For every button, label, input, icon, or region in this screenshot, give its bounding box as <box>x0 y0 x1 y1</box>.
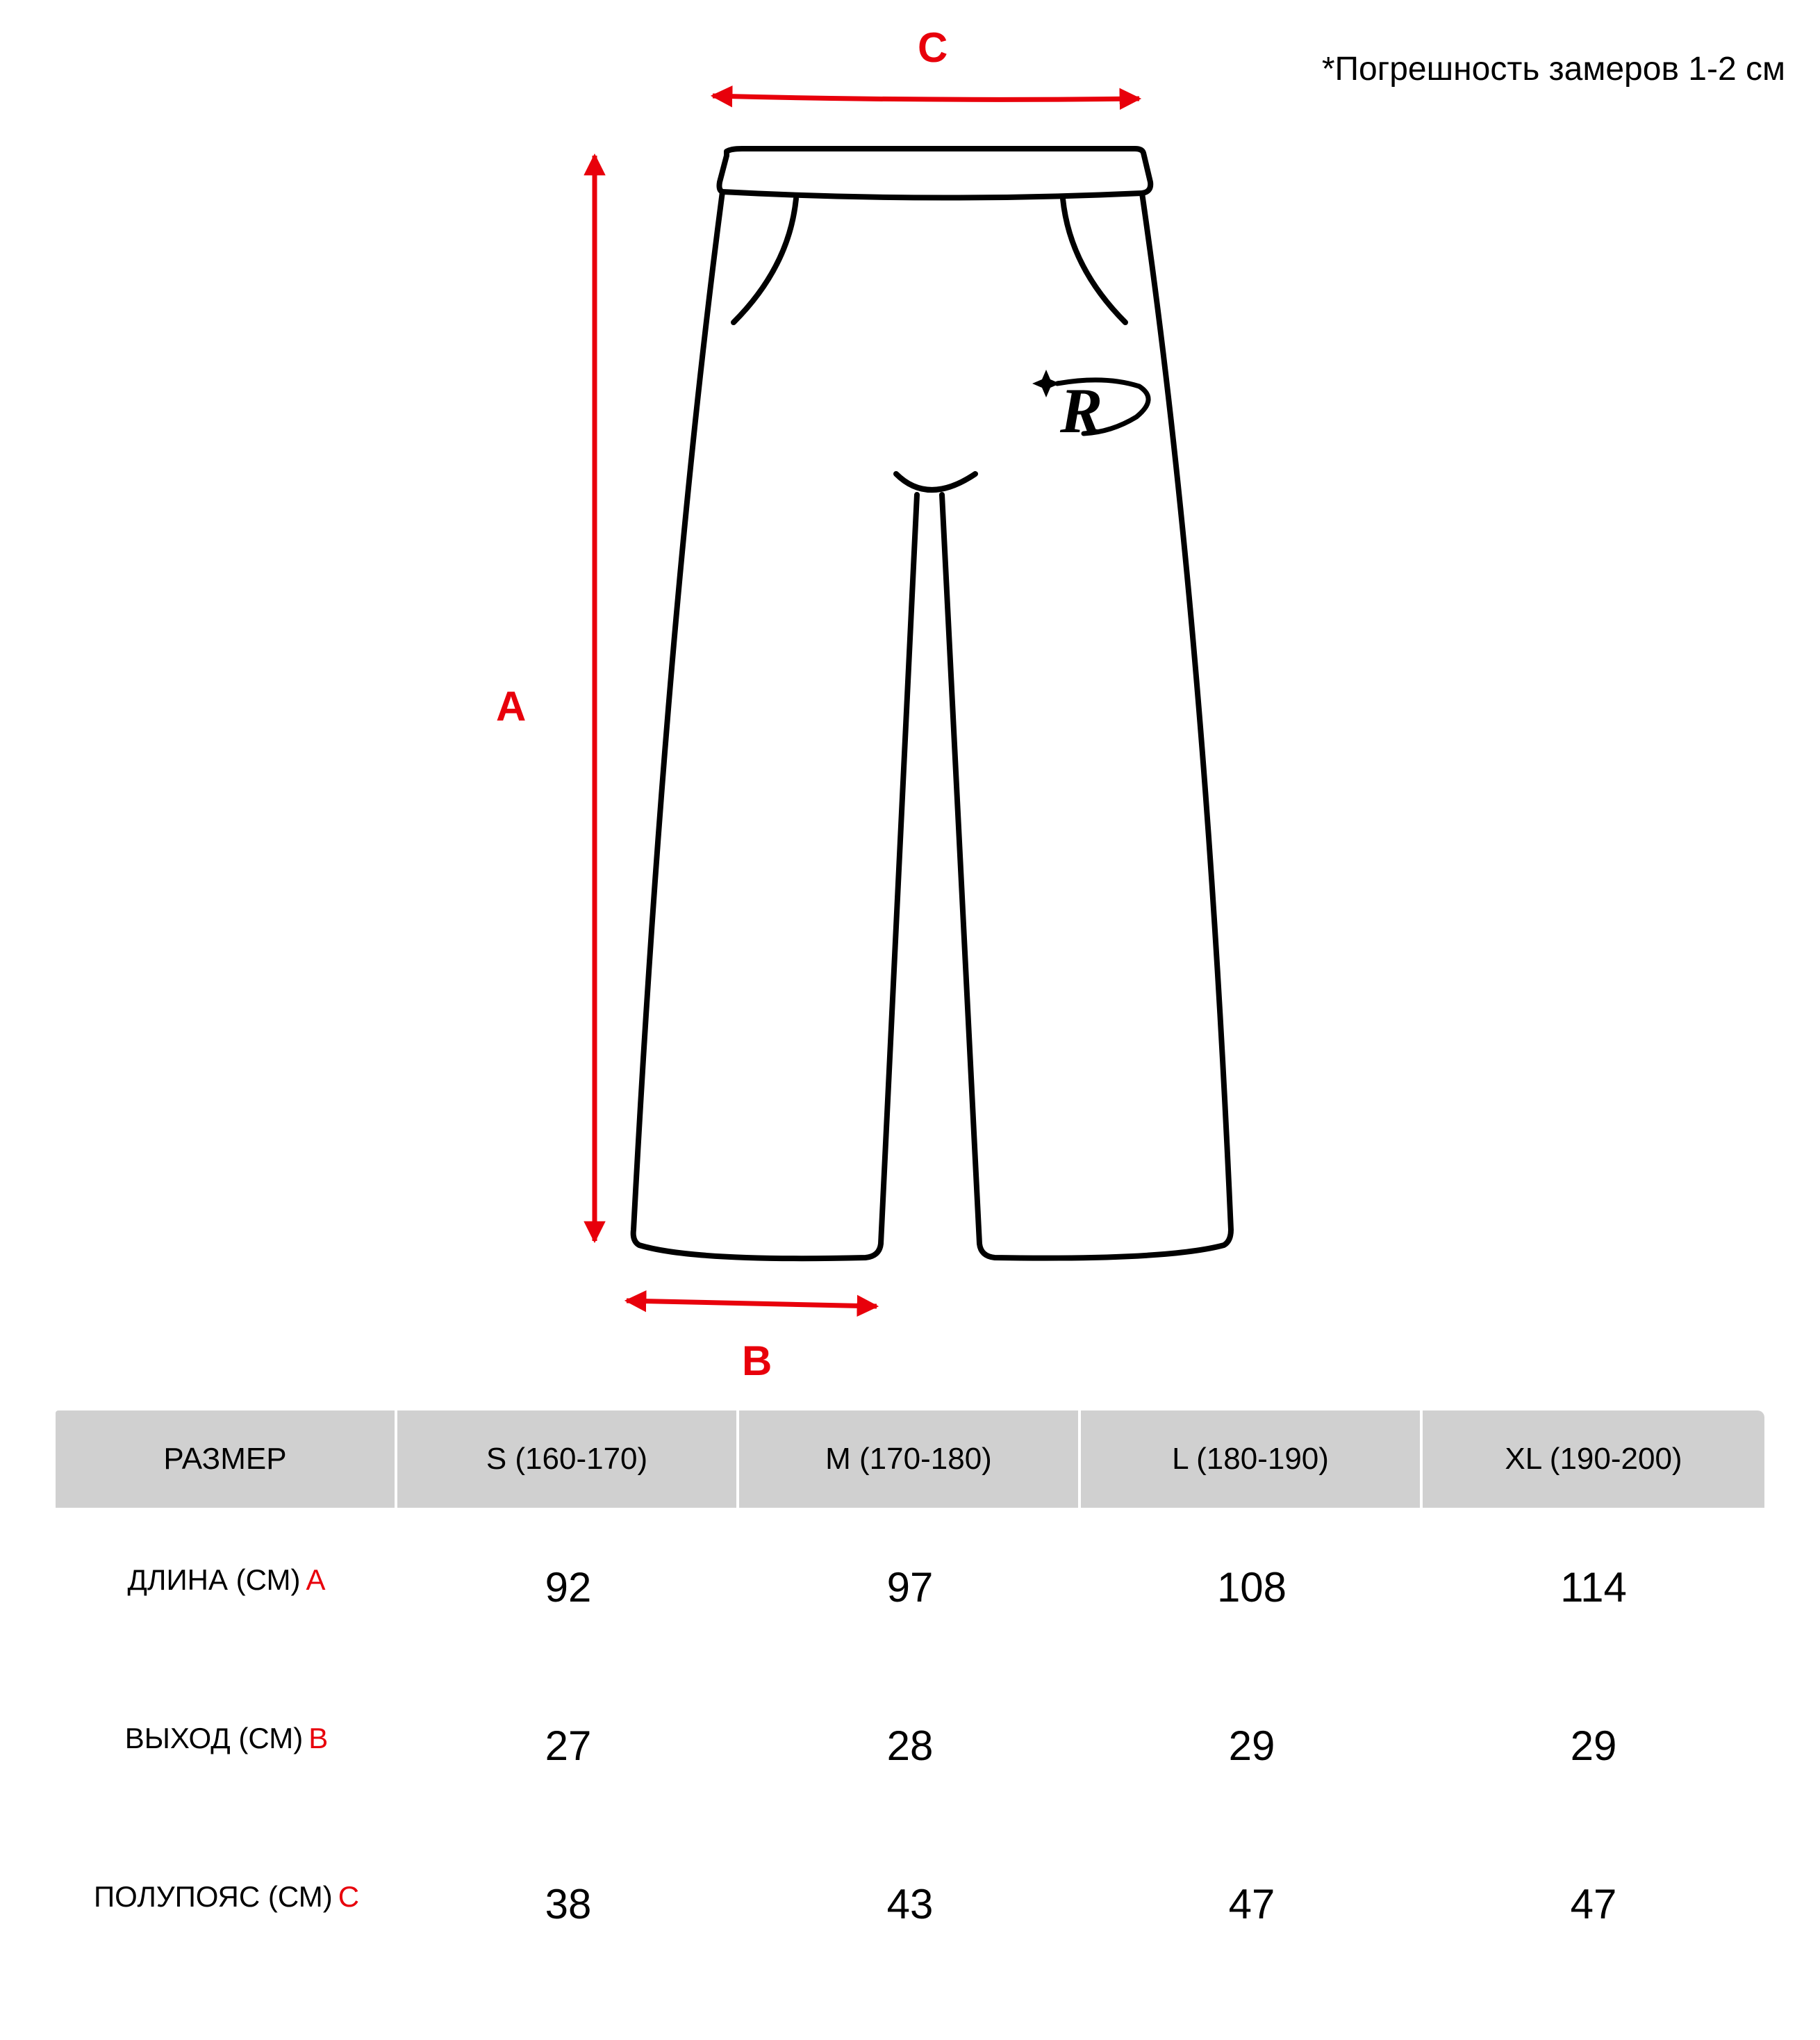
waistband <box>720 149 1151 198</box>
table-cell: 29 <box>1570 1722 1617 1769</box>
crotch-curve <box>896 474 975 490</box>
row-label-text: ПОЛУПОЯС (СМ) <box>93 1880 333 1913</box>
dimension-label-c: C <box>918 24 948 71</box>
header-l: L (180-190) <box>1081 1410 1423 1508</box>
table-cell: 27 <box>545 1722 592 1769</box>
table-row-half-waist <box>56 1825 1764 1983</box>
header-s: S (160-170) <box>397 1410 739 1508</box>
table-cell: 92 <box>545 1563 592 1611</box>
table-header-row <box>56 1410 1764 1508</box>
row-label-text: ВЫХОД (СМ) <box>124 1722 304 1754</box>
table-cell: 47 <box>1228 1880 1275 1927</box>
dimension-label-b: B <box>742 1338 772 1384</box>
size-table <box>56 1410 1764 1983</box>
header-xl: XL (190-200) <box>1423 1410 1764 1508</box>
table-cell: 28 <box>886 1722 934 1769</box>
right-pocket <box>1063 199 1125 322</box>
table-row-length <box>56 1508 1764 1666</box>
row-letter: B <box>308 1722 329 1754</box>
table-cell: 38 <box>545 1880 592 1927</box>
table-cell: 29 <box>1228 1722 1275 1769</box>
table-cell: 97 <box>886 1563 934 1611</box>
table-cell: 114 <box>1560 1563 1627 1611</box>
row-label-text: ДЛИНА (СМ) <box>127 1563 301 1596</box>
pants-outline <box>634 149 1231 1258</box>
dimension-arrow-c <box>713 96 1139 99</box>
header-size: РАЗМЕР <box>56 1410 397 1508</box>
header-m: M (170-180) <box>739 1410 1081 1508</box>
logo-letter: R <box>1060 375 1103 446</box>
row-letter: A <box>306 1563 326 1596</box>
row-label-leg-opening <box>56 1659 397 1818</box>
row-label-length <box>56 1501 397 1659</box>
row-label-half-waist <box>56 1818 397 1976</box>
dimension-label-a: A <box>496 683 527 730</box>
right-leg <box>942 193 1231 1258</box>
dimension-arrow-b <box>627 1301 877 1306</box>
left-leg <box>634 192 917 1258</box>
table-cell: 47 <box>1570 1880 1617 1927</box>
left-pocket <box>734 199 796 322</box>
table-cell: 108 <box>1216 1563 1287 1611</box>
measurement-error-note: *Погрешность замеров 1-2 см <box>1321 51 1785 88</box>
table-cell: 43 <box>886 1880 934 1927</box>
row-letter: C <box>338 1880 360 1913</box>
brand-logo <box>1032 370 1148 446</box>
table-row-leg-opening <box>56 1666 1764 1825</box>
